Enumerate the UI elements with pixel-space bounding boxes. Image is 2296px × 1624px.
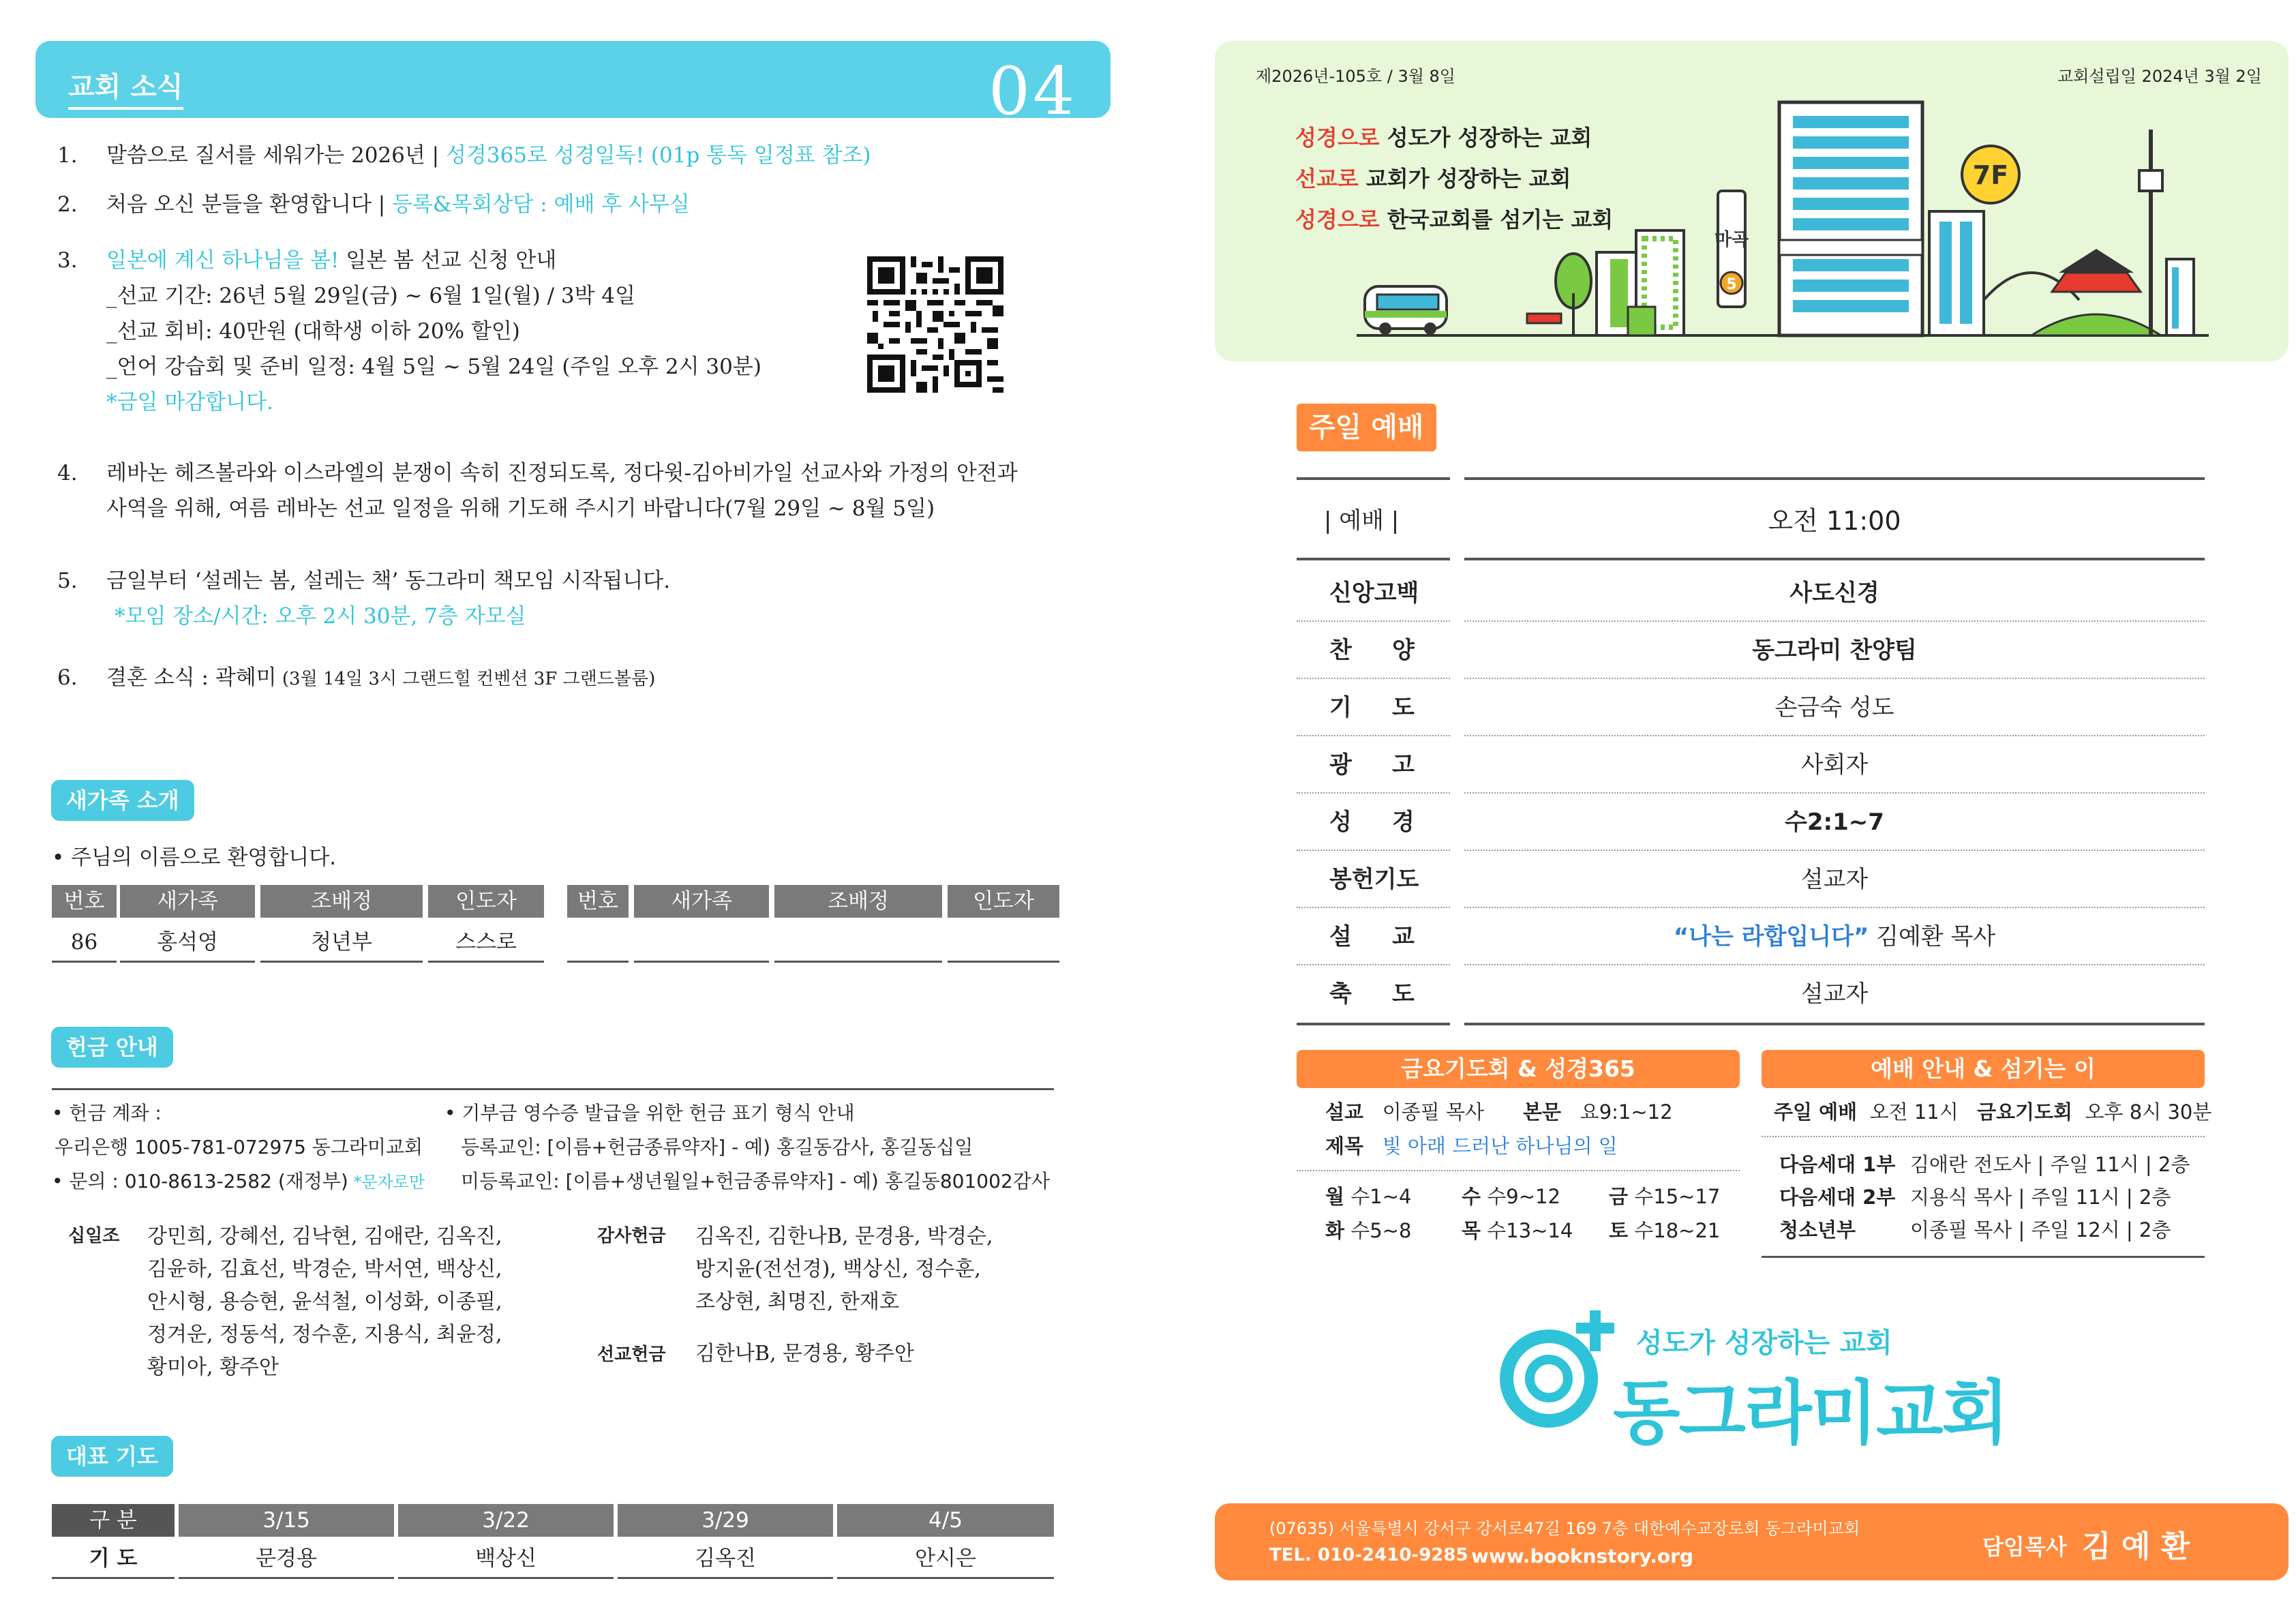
footer-website[interactable]: www.booknstory.org [1471, 1545, 1694, 1567]
news-text: 금일부터 ‘설레는 봄, 설레는 책’ 동그라미 책모임 시작됩니다. [106, 569, 671, 593]
news-num: 5. [57, 569, 78, 593]
issue-number: 제2026년-105호 / 3월 8일 [1256, 67, 1455, 86]
services-title: 예배 안내 & 섬기는 이 [1762, 1050, 2205, 1088]
thanks-names: 김옥진, 김한나B, 문경용, 박경순, 방지윤(전선경), 백상신, 정수훈, 조상현, 최명진, 한재호 [695, 1224, 993, 1314]
footer-tel: TEL. 010-2410-9285 [1269, 1545, 1468, 1565]
pastor-label: 담임목사 [1982, 1534, 2067, 1560]
newfamily-intro: • 주님의 이름으로 환영합니다. [52, 845, 337, 870]
friday-text: 본문 요9:1~12 [1523, 1100, 1673, 1124]
offering-account-label: • 헌금 계좌 : [52, 1102, 162, 1124]
tithe-names: 강민희, 강혜선, 김낙현, 김애란, 김옥진, 김윤하, 김효선, 박경순, 박서연, 백상신, 안시형, 용승현, 윤석철, 이성화, 이종필, 정겨운, 정동석, 정수훈, 지용식, 최윤정, 황미아, 황주안 [147, 1224, 502, 1379]
sign-number: 5 [1726, 276, 1737, 293]
logo-tagline: 성도가 성장하는 교회 [1636, 1327, 1892, 1359]
col-header-name: 새가족 [120, 885, 255, 918]
order-label: 기 도 [1297, 679, 1450, 736]
footer-address: (07635) 서울특별시 강서구 강서로47길 169 7층 대한예수교장로회 동그라미교회 [1269, 1519, 1860, 1538]
news-text: 처음 오신 분들을 환영합니다 | [106, 192, 386, 217]
divider [1297, 477, 1450, 480]
sunday-service: 주일 예배 오전 11시 [1774, 1100, 1959, 1124]
prayer-name: 백상신 [398, 1538, 614, 1579]
order-label: 봉헌기도 [1297, 851, 1450, 908]
table-cell-guide: 스스로 [428, 922, 544, 963]
offering-account: 우리은행 1005-781-072975 동그라미교회 [55, 1136, 423, 1158]
services-labels: 다음세대 1부 다음세대 2부 청소년부 [1779, 1153, 1896, 1242]
divider [1464, 1023, 2205, 1025]
service-label: | 예배 | [1324, 507, 1400, 535]
mission-label: 선교헌금 [597, 1344, 666, 1365]
news-num: 6. [57, 665, 78, 690]
order-label: 광 고 [1297, 736, 1450, 794]
reading-thu: 목 수13~14 [1462, 1219, 1573, 1242]
news-num: 3. [57, 248, 78, 273]
order-row [1297, 965, 2205, 1023]
news-note: *금일 마감합니다. [106, 390, 273, 415]
col-header-no-2: 번호 [567, 885, 629, 918]
news-text: 말씀으로 질서를 세워가는 2026년 | [106, 143, 440, 168]
news-small: (3월 14일 3시 그랜드힐 컨벤션 3F 그랜드볼룸) [276, 669, 656, 689]
table-cell-empty [774, 922, 942, 963]
reading-tue: 화 수5~8 [1325, 1219, 1412, 1242]
order-value: 수2:1~7 [1464, 794, 2205, 851]
order-row [1297, 908, 2205, 965]
church-logo-icon [1494, 1310, 1617, 1433]
friday-subject: 제목 빛 아래 드러난 하나님의 일 [1325, 1134, 1618, 1158]
divider [1297, 558, 1450, 560]
receipt-registered: 등록교인: [이름+헌금종류약자] - 예) 홍길동감사, 홍길동십일 [461, 1136, 973, 1158]
order-label: 축 도 [1329, 980, 1415, 1008]
news-text: 결혼 소식 : 곽혜미 [106, 665, 277, 690]
news-item-5 [57, 563, 1121, 638]
news-line: _언어 강습회 및 준비 일정: 4월 5일 ~ 5월 24일 (주일 오후 2시 30분) [106, 355, 761, 379]
table-cell-group: 청년부 [260, 922, 423, 963]
order-row [1297, 622, 2205, 679]
col-header-no: 번호 [52, 885, 117, 918]
order-label: 신앙고백 [1297, 565, 1450, 622]
order-row [1297, 736, 2205, 794]
table-cell-no: 86 [52, 922, 117, 963]
order-value: 설교자 [1464, 851, 2205, 908]
col-header-guide-2: 인도자 [948, 885, 1059, 918]
order-value [1464, 908, 2205, 965]
section-title: 교회 소식 [68, 65, 183, 110]
service-row [1297, 492, 2205, 550]
worship-title: 주일 예배 [1297, 404, 1436, 451]
prayer-name: 문경용 [179, 1538, 394, 1579]
receipt-unregistered: 미등록교인: [이름+생년월일+헌금종류약자] - 예) 홍길동801002감사 [461, 1170, 1050, 1192]
prayer-name: 안시은 [837, 1538, 1054, 1579]
city-illustration [1357, 89, 2209, 341]
news-num: 1. [57, 143, 78, 168]
order-value: 설교자 [1800, 980, 1869, 1008]
offering-title: 헌금 안내 [51, 1027, 173, 1068]
news-line: _선교 회비: 40만원 (대학생 이하 20% 할인) [106, 319, 520, 344]
news-line: 사역을 위해, 여름 레바논 선교 일정을 위해 기도해 주시기 바랍니다(7월 29일 ~ 8월 5일) [106, 496, 935, 521]
order-row [1297, 851, 2205, 908]
news-num: 2. [57, 192, 78, 217]
mission-names: 김한나B, 문경용, 황주안 [695, 1342, 915, 1366]
divider [1297, 1023, 1450, 1025]
service-time: 오전 11:00 [1768, 506, 1901, 536]
preacher: 김예환 목사 [1869, 923, 1996, 950]
news-num: 4. [57, 461, 78, 485]
table-cell-name: 홍석영 [120, 922, 255, 963]
friday-title: 금요기도회 & 성경365 [1297, 1050, 1740, 1088]
col-header-name-2: 새가족 [634, 885, 769, 918]
thanks-label: 감사헌금 [597, 1226, 666, 1246]
news-item-3 [57, 243, 875, 420]
news-highlight: 성경365로 성경일독! (01p 통독 일정표 참조) [439, 143, 871, 168]
prayer-date: 4/5 [837, 1504, 1054, 1537]
reading-sat: 토 수18~21 [1609, 1219, 1721, 1242]
divider [1762, 1136, 2205, 1137]
prayer-title: 대표 기도 [51, 1436, 173, 1477]
tithe-label: 십일조 [68, 1226, 120, 1246]
news-line: _선교 기간: 26년 5월 29일(금) ~ 6월 1일(월) / 3박 4일 [106, 284, 636, 308]
reading-mon: 월 수1~4 [1325, 1185, 1412, 1208]
order-row [1297, 794, 2205, 851]
col-header-guide: 인도자 [428, 885, 544, 918]
prayer-date: 3/22 [398, 1504, 614, 1537]
order-row [1297, 565, 2205, 622]
prayer-name: 김옥진 [618, 1538, 833, 1579]
sign-text: 마곡 [1714, 230, 1749, 250]
sermon-title: “나는 라합입니다” [1673, 923, 1869, 950]
col-header-group: 조배정 [260, 885, 423, 918]
newfamily-title: 새가족 소개 [51, 780, 194, 821]
prayer-row-label: 기 도 [52, 1538, 175, 1579]
order-label: 찬 양 [1297, 622, 1450, 679]
col-header-group-2: 조배정 [774, 885, 942, 918]
services-values: 김애란 전도사 | 주일 11시 | 2층 지용식 목사 | 주일 11시 | 2층 이종필 목사 | 주일 12시 | 2층 [1910, 1153, 2190, 1242]
friday-service: 금요기도회 오후 8시 30분 [1977, 1100, 2212, 1124]
reading-wed: 수 수9~12 [1462, 1185, 1560, 1208]
news-highlight: 등록&목회상담 : 예배 후 사무실 [385, 192, 690, 217]
order-value: 동그라미 찬양팀 [1464, 622, 2205, 679]
divider [1464, 558, 2205, 560]
order-value: 사도신경 [1464, 565, 2205, 622]
news-note: *모임 장소/시간: 오후 2시 30분, 7층 자모실 [115, 604, 526, 629]
order-value: 손금숙 성도 [1464, 679, 2205, 736]
table-cell-empty [634, 922, 769, 963]
order-label: 성 경 [1297, 794, 1450, 851]
founded-date: 교회설립일 2024년 3월 2일 [2057, 67, 2262, 86]
prayer-date: 3/15 [179, 1504, 394, 1537]
order-value: 사회자 [1464, 736, 2205, 794]
friday-sermon: 설교 이종필 목사 [1325, 1100, 1484, 1124]
order-row [1297, 679, 2205, 736]
qr-code[interactable] [867, 256, 1003, 393]
logo-name: 동그라미교회 [1613, 1373, 2008, 1454]
table-cell-empty [567, 922, 629, 963]
news-highlight: 일본에 계신 하나님을 봄! [106, 248, 339, 273]
receipt-title: • 기부금 영수증 발급을 위한 헌금 표기 형식 안내 [444, 1102, 855, 1124]
divider [52, 1088, 1054, 1090]
slogans: 성경으로 성도가 성장하는 교회 선교로 교회가 성장하는 교회 성경으로 한국교회를 섬기는 교회 [1295, 125, 1614, 232]
reading-fri: 금 수15~17 [1609, 1185, 1721, 1208]
news-line: 레바논 헤즈볼라와 이스라엘의 분쟁이 속히 진정되도록, 정다윗-김아비가일 선교사와 가정의 안전과 [106, 461, 1018, 485]
news-item-4 [57, 455, 1121, 530]
pastor-name: 김 예 환 [2082, 1529, 2190, 1564]
divider [1297, 1170, 1740, 1171]
divider [1464, 477, 2205, 480]
news-text: 일본 봄 선교 신청 안내 [339, 248, 557, 273]
prayer-header-label: 구 분 [52, 1504, 175, 1537]
divider [1762, 1256, 2205, 1258]
order-label: 설 교 [1297, 908, 1450, 965]
floor-badge: 7F [1972, 160, 2009, 190]
news-header-bar [35, 41, 1111, 118]
page-number: 04 [988, 53, 1078, 130]
table-cell-empty [948, 922, 1059, 963]
offering-contact: • 문의 : 010-8613-2582 (재정부) *문자로만 [52, 1170, 425, 1192]
prayer-date: 3/29 [618, 1504, 833, 1537]
